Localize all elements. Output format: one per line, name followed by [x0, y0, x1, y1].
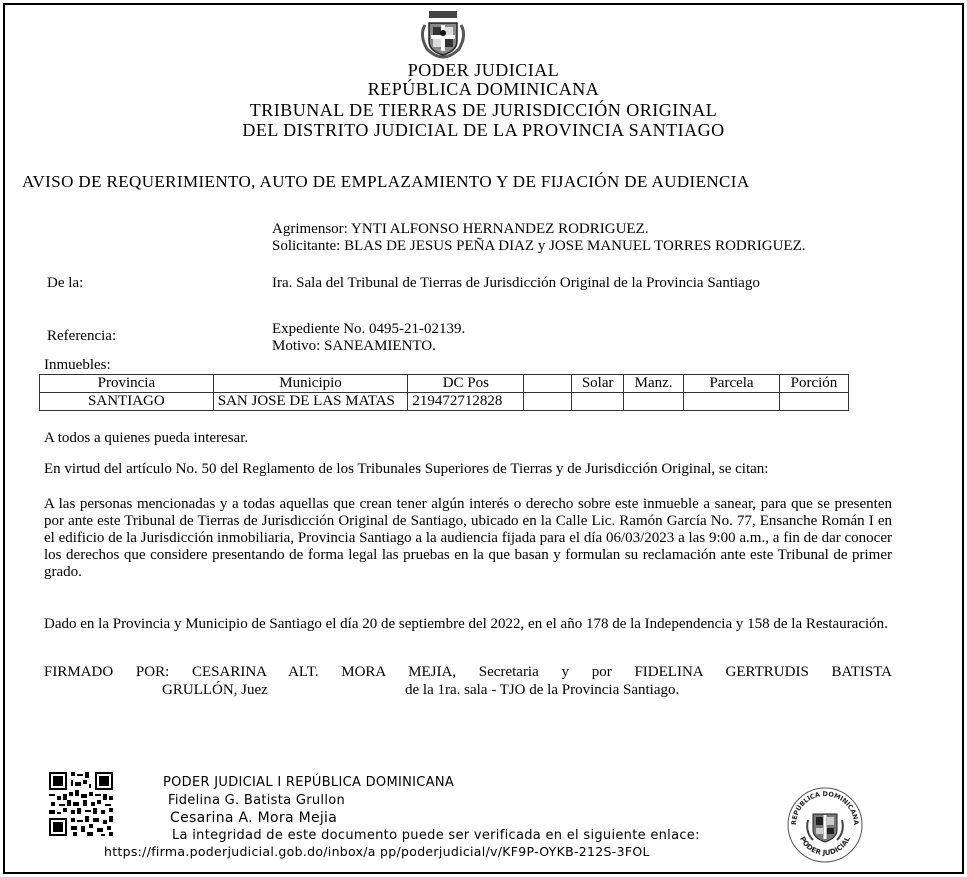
cell-empty — [524, 393, 572, 411]
seal-text-top: REPÚBLICA DOMINICANA — [789, 789, 861, 826]
cell-provincia: SANTIAGO — [40, 393, 214, 411]
col-provincia: Provincia — [40, 375, 214, 393]
firmado-line2a: GRULLÓN, Juez — [162, 682, 268, 698]
greeting: A todos a quienes pueda interesar. — [44, 430, 249, 446]
de-la-label: De la: — [47, 275, 84, 291]
table-row — [40, 393, 849, 411]
col-dc-pos: DC Pos — [408, 375, 524, 393]
signer-cesarina: Cesarina A. Mora Mejia — [170, 810, 338, 826]
header-distrito: DEL DISTRITO JUDICIAL DE LA PROVINCIA SANTIAGO — [242, 120, 725, 140]
signer-fidelina: Fidelina G. Batista Grullon — [168, 793, 346, 808]
paragraph-citan: En virtud del artículo No. 50 del Reglamento de los Tribunales Superiores de Tierras y de Jurisdicción Original, se citan: — [44, 461, 769, 477]
header-poder-judicial: PODER JUDICIAL — [407, 60, 560, 80]
cell-parcela — [684, 393, 780, 411]
expediente: Expediente No. 0495-21-02139. — [272, 321, 466, 337]
qr-code-icon — [47, 770, 115, 838]
paragraph-personas: A las personas mencionadas y a todas aquellas que crean tener algún interés o derecho sobre este inmueble a sanear, para que se presenten por ante este Tribunal de Tierras de Jurisdicción Original de Santiago, ubicado en la Calle Lic. Ramón García No. 77, Ensanche Román I en el edificio de la Jurisdicción inmobiliaria, Provincia Santiago a la audiencia fijada para el día 06/03/2023 a las 9:00 a.m., a fin de dar conocer los derechos que considere presentando de forma legal las pruebas en la que basan y formulan su reclamación ante este Tribunal de primer grado. — [44, 496, 892, 580]
referencia-label: Referencia: — [47, 328, 117, 344]
col-parcela: Parcela — [684, 375, 780, 393]
seal-text-bottom: PODER JUDICIAL — [798, 835, 852, 858]
solicitante: Solicitante: BLAS DE JESUS PEÑA DIAZ y JOSE MANUEL TORRES RODRIGUEZ. — [272, 238, 806, 254]
table-header-row — [40, 375, 849, 393]
verify-text: La integridad de este documento puede ser verificada en el siguiente enlace: — [172, 828, 700, 843]
header-tribunal: TRIBUNAL DE TIERRAS DE JURISDICCIÓN ORIGINAL — [249, 100, 718, 120]
header-republica: REPÚBLICA DOMINICANA — [367, 79, 600, 99]
agrimensor: Agrimensor: YNTI ALFONSO HERNANDEZ RODRIGUEZ. — [272, 221, 649, 237]
col-empty — [524, 375, 572, 393]
cell-solar — [572, 393, 624, 411]
verify-url[interactable]: https://firma.poderjudicial.gob.do/inbox/a pp/poderjudicial/v/KF9P-OYKB-212S-3FOL — [104, 844, 650, 859]
court-seal-icon — [786, 786, 864, 864]
cell-manz — [624, 393, 684, 411]
document-title: AVISO DE REQUERIMIENTO, AUTO DE EMPLAZAMIENTO Y DE FIJACIÓN DE AUDIENCIA — [22, 172, 750, 191]
cell-porcion — [779, 393, 848, 411]
motivo: Motivo: SANEAMIENTO. — [272, 338, 436, 354]
cell-dc-pos: 219472712828 — [408, 393, 524, 411]
firmado-line2b: de la 1ra. sala - TJO de la Provincia Santiago. — [405, 682, 680, 698]
cell-municipio: SAN JOSE DE LAS MATAS — [213, 393, 408, 411]
de-la-value: Ira. Sala del Tribunal de Tierras de Jurisdicción Original de la Provincia Santiago — [272, 275, 760, 291]
col-solar: Solar — [572, 375, 624, 393]
paragraph-dado: Dado en la Provincia y Municipio de Santiago el día 20 de septiembre del 2022, en el año 178 de la Independencia y 158 de la Restauración. — [44, 616, 888, 632]
col-porcion: Porción — [779, 375, 848, 393]
signature-org: PODER JUDICIAL I REPÚBLICA DOMINICANA — [163, 775, 455, 790]
firmado-line1: FIRMADO POR: CESARINA ALT. MORA MEJIA, Secretaria y por FIDELINA GERTRUDIS BATISTA — [44, 664, 892, 680]
coat-of-arms-icon — [415, 5, 471, 61]
inmuebles-label: Inmuebles: — [44, 357, 111, 373]
inmuebles-table — [39, 374, 849, 411]
col-manz: Manz. — [624, 375, 684, 393]
col-municipio: Municipio — [213, 375, 408, 393]
